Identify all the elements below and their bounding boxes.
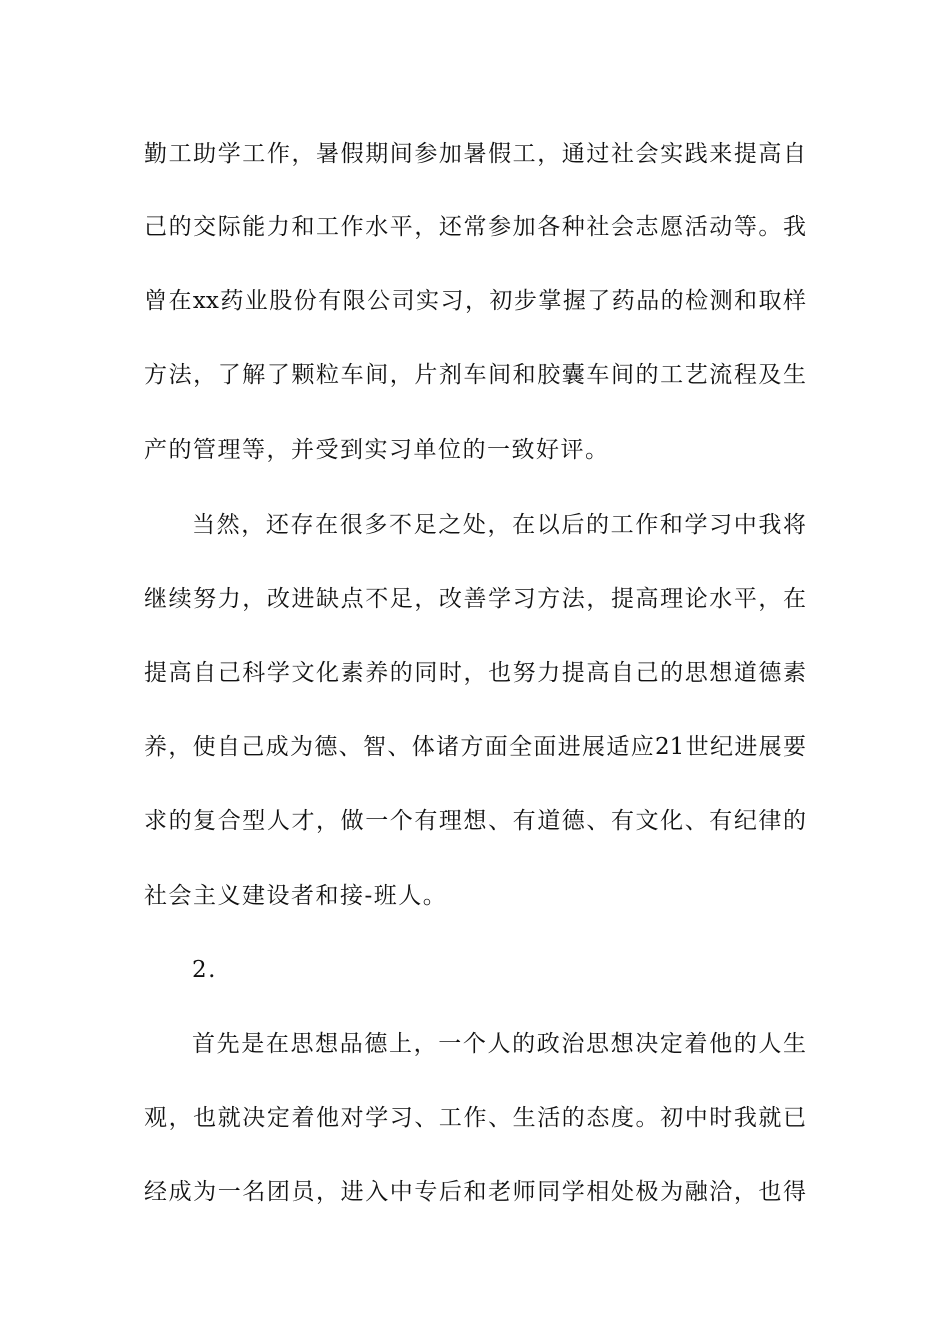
- body-text-line: 曾在xx药业股份有限公司实习，初步掌握了药品的检测和取样: [144, 288, 806, 314]
- body-text-line: 方法，了解了颗粒车间，片剂车间和胶囊车间的工艺流程及生: [144, 362, 806, 388]
- paragraph-first-line: 当然，还存在很多不足之处，在以后的工作和学习中我将: [192, 512, 806, 538]
- section-number: 2.: [192, 957, 217, 983]
- body-text-line: 求的复合型人才，做一个有理想、有道德、有文化、有纪律的: [144, 808, 806, 834]
- body-text-line: 养，使自己成为德、智、体诸方面全面进展适应21世纪进展要: [144, 734, 806, 760]
- body-text-line: 己的交际能力和工作水平，还常参加各种社会志愿活动等。我: [144, 214, 806, 240]
- body-text-line: 继续努力，改进缺点不足，改善学习方法，提高理论水平，在: [144, 586, 806, 612]
- body-text-line: 提高自己科学文化素养的同时，也努力提高自己的思想道德素: [144, 660, 806, 686]
- body-text-line: 产的管理等，并受到实习单位的一致好评。: [144, 437, 610, 463]
- body-text-line: 社会主义建设者和接-班人。: [144, 883, 448, 909]
- body-text-line: 经成为一名团员，进入中专后和老师同学相处极为融洽，也得: [144, 1179, 806, 1205]
- body-text-line: 观，也就决定着他对学习、工作、生活的态度。初中时我就已: [144, 1105, 806, 1131]
- paragraph-first-line: 首先是在思想品德上，一个人的政治思想决定着他的人生: [192, 1031, 806, 1057]
- body-text-line: 勤工助学工作，暑假期间参加暑假工，通过社会实践来提高自: [144, 141, 806, 167]
